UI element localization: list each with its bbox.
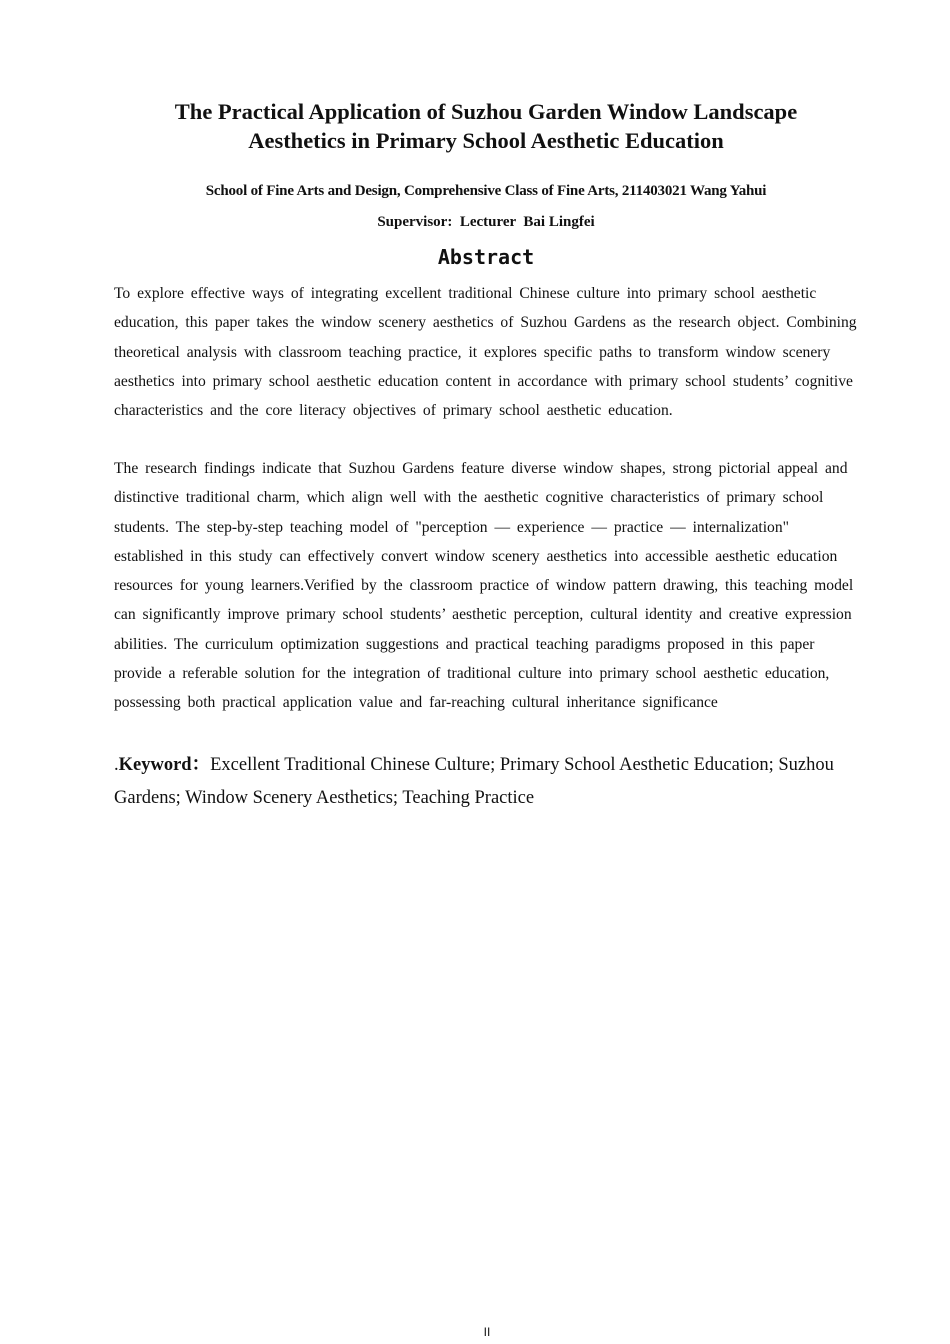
keywords-label: Keyword： xyxy=(118,755,211,775)
paper-title xyxy=(100,97,872,155)
abstract-paragraph-1: To explore effective ways of integrating excellent traditional Chinese culture into primary school aesthetic education, this paper takes the window scenery aesthetics of Suzhou Gardens as the research object. Combining theoretical analysis with classroom teaching practice, it explores specific paths to transform window scenery aesthetics into primary school aesthetic education content in accordance with primary school students’ cognitive characteristics and the core literacy objectives of primary school aesthetic education. xyxy=(114,285,857,420)
author-affiliation: School of Fine Arts and Design, Comprehensive Class of Fine Arts, 211403021 Wang Yahui xyxy=(205,183,767,199)
keywords-prefix: . xyxy=(114,755,119,775)
keywords-text: Excellent Traditional Chinese Culture; Primary School Aesthetic Education; Suzhou Gardens; Window Scenery Aesthetics; Teaching Practice xyxy=(114,755,834,808)
supervisor-line: Supervisor: Lecturer Bai Lingfei xyxy=(377,214,595,230)
abstract-paragraph-2: The research findings indicate that Suzhou Gardens feature diverse window shapes, strong pictorial appeal and distinctive traditional charm, which align well with the aesthetic cognitive characteristics of primary school students. The step-by-step teaching model of "perception — experience — practice — internalization" established in this study can effectively convert window scenery aesthetics into accessible aesthetic education resources for young learners.Verified by the classroom practice of window pattern drawing, this teaching model can significantly improve primary school students’ aesthetic perception, cultural identity and creative expression abilities. The curriculum optimization suggestions and practical teaching paradigms proposed in this paper provide a referable solution for the integration of traditional culture into primary school aesthetic education, possessing both practical application value and far-reaching cultural inheritance significance xyxy=(114,460,854,712)
paper-title-line-2: Aesthetics in Primary School Aesthetic Education xyxy=(248,128,724,153)
page-number: II xyxy=(483,1325,491,1339)
paper-title-line-1: The Practical Application of Suzhou Garden Window Landscape xyxy=(174,99,798,124)
abstract-heading: Abstract xyxy=(437,245,535,269)
keywords-line xyxy=(114,749,860,815)
